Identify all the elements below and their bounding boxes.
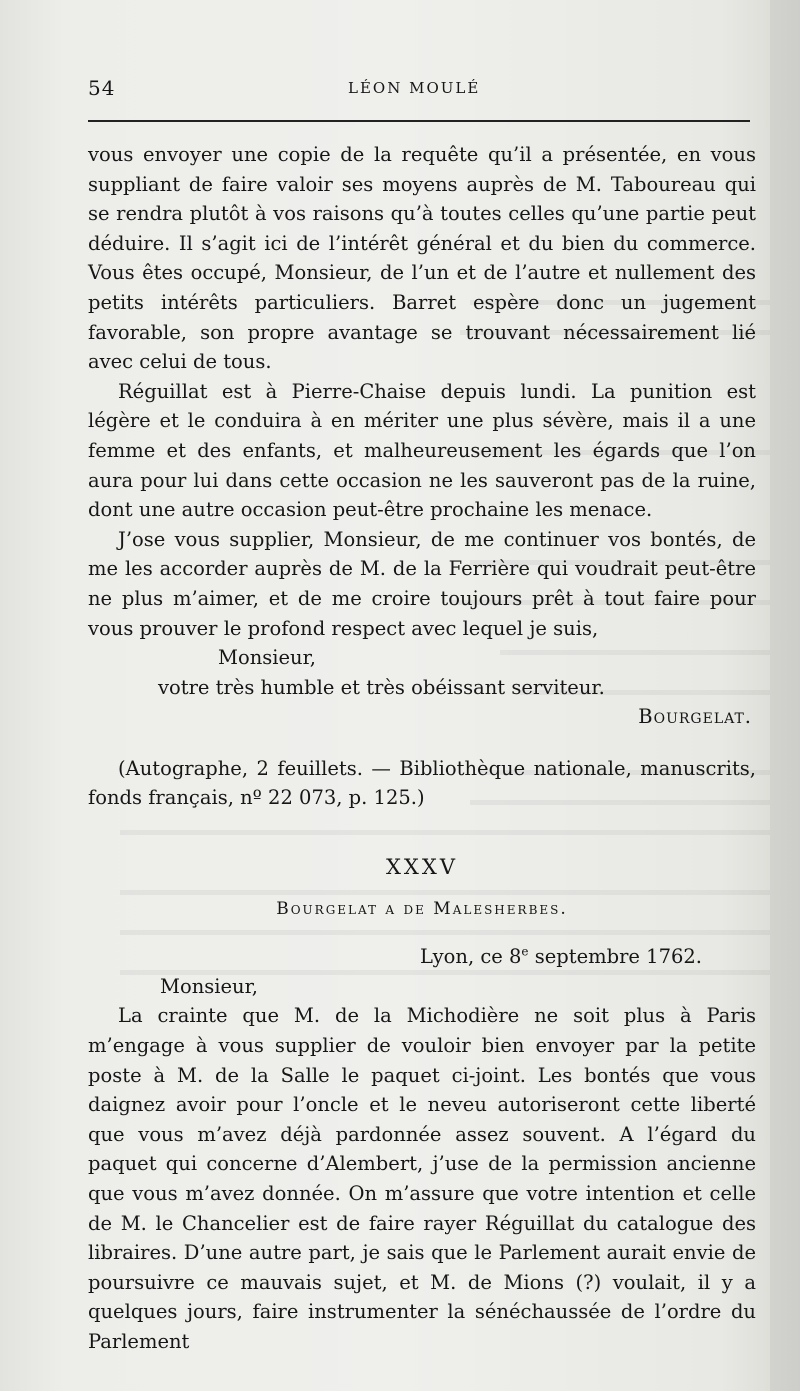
letter1-paragraph-3: J’ose vous supplier, Monsieur, de me continuer vos bontés, de me les accorder auprès de M. de la Ferrière qui voudrait peut-être ne plus m’aimer, et de me croire toujours prêt à tout faire pour vous prouver le profond respect avec lequel je suis,: [88, 527, 756, 640]
letter1-salutation: Monsieur,: [218, 646, 316, 670]
letter2-number: XXXV: [385, 855, 459, 880]
header-rule: [88, 120, 750, 122]
running-head: LÉON MOULÉ: [348, 79, 481, 97]
letter2-paragraph: La crainte que M. de la Michodière ne soit plus à Paris m’engage à vous supplier de vouloir bien envoyer par la petite poste à M. de la Salle le paquet ci-joint. Les bontés que vous daignez avoir pour l’oncle et le neveu autoriseront cette liberté que vous m’avez déjà pardonnée assez souvent. A l’égard du paquet qui concerne d’Alembert, j’use de la permission ancienne que vous m’avez donnée. On m’assure que votre intention et celle de M. le Chancelier est de faire rayer Réguillat du catalogue des libraires. D’une autre part, je sais que le Parlement aurait envie de poursuivre ce mauvais sujet, et M. de Mions (?) voulait, il y a quelques jours, faire instrumenter la sénéchaussée de l’ordre du Parlement: [88, 1004, 756, 1353]
letter1-signature: Bourgelat.: [638, 705, 752, 729]
page-number: 54: [88, 76, 116, 100]
letter2-title: Bourgelat a de Malesherbes.: [276, 898, 568, 919]
page-body: [88, 140, 756, 1357]
letter1-paragraph-1: vous envoyer une copie de la requête qu’il a présentée, en vous suppliant de faire valoir ses moyens auprès de M. Taboureau qui se rendra plutôt à vos raisons qu’à toutes celles qu’une partie peut déduire. Il s’agit ici de l’intérêt général et du bien du commerce. Vous êtes occupé, Monsieur, de l’un et de l’autre et nullement des petits intérêts particuliers. Barret espère donc un jugement favorable, son propre avantage se trouvant nécessairement lié avec celui de tous.: [88, 143, 756, 374]
letter2-salutation: Monsieur,: [160, 974, 258, 998]
letter1-source-note: (Autographe, 2 feuillets. — Bibliothèque nationale, manuscrits, fonds français, nº 22 073, p. 125.): [88, 756, 756, 810]
letter1-paragraph-2: Réguillat est à Pierre-Chaise depuis lundi. La punition est légère et le conduira à en mériter une plus sévère, mais il a une femme et des enfants, et malheureusement les égards que l’on aura pour lui dans cette occasion ne les sauveront pas de la ruine, dont une autre occasion peut-être prochaine les menace.: [88, 379, 756, 522]
page-header: [88, 76, 744, 100]
letter1-closing: votre très humble et très obéissant serviteur.: [158, 675, 605, 699]
letter2-dateline: Lyon, ce 8e septembre 1762.: [420, 944, 702, 969]
